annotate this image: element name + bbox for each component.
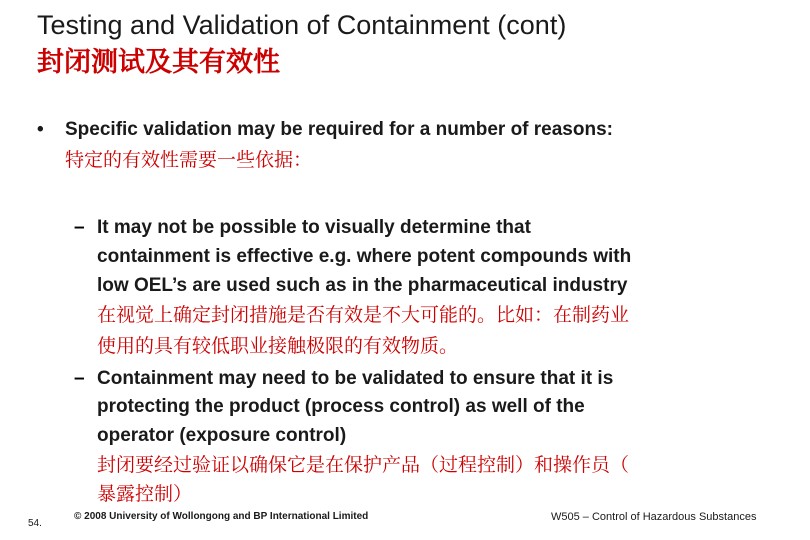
sub-bullet-marker: – <box>74 368 85 389</box>
sub-bullet-1-line-2: containment is effective e.g. where potent compounds with <box>97 246 632 267</box>
sub-bullet-1-chinese-line-1: 在视觉上确定封闭措施是否有效是不大可能的。比如：在制药业 <box>97 304 630 326</box>
bullet-text-chinese: 特定的有效性需要一些依据： <box>65 149 313 171</box>
sub-bullet-2-line-1: Containment may need to be validated to ensure that it is <box>97 368 614 389</box>
slide-title-chinese: 封闭测试及其有效性 <box>37 47 280 78</box>
sub-bullet-1-line-3: low OEL’s are used such as in the pharmaceutical industry <box>97 275 628 296</box>
copyright-notice: © 2008 University of Wollongong and BP International Limited <box>74 511 369 522</box>
sub-bullet-2-chinese-line-2: 暴露控制） <box>97 483 193 505</box>
bullet-text-english: Specific validation may be required for a number of reasons: <box>65 119 613 140</box>
sub-bullet-2-line-3: operator (exposure control) <box>97 425 347 446</box>
sub-bullet-1-chinese-line-2: 使用的具有较低职业接触极限的有效物质。 <box>97 335 459 357</box>
course-title: W505 – Control of Hazardous Substances <box>551 511 757 523</box>
sub-bullet-2-line-2: protecting the product (process control) as well of the <box>97 396 585 417</box>
page-number: 54. <box>28 518 42 529</box>
bullet-marker: • <box>37 119 44 140</box>
sub-bullet-marker: – <box>74 217 85 238</box>
sub-bullet-1-line-1: It may not be possible to visually determine that <box>97 217 531 238</box>
sub-bullet-2-chinese-line-1: 封闭要经过验证以确保它是在保护产品（过程控制）和操作员（ <box>97 454 630 476</box>
slide-title-english: Testing and Validation of Containment (cont) <box>37 10 567 40</box>
